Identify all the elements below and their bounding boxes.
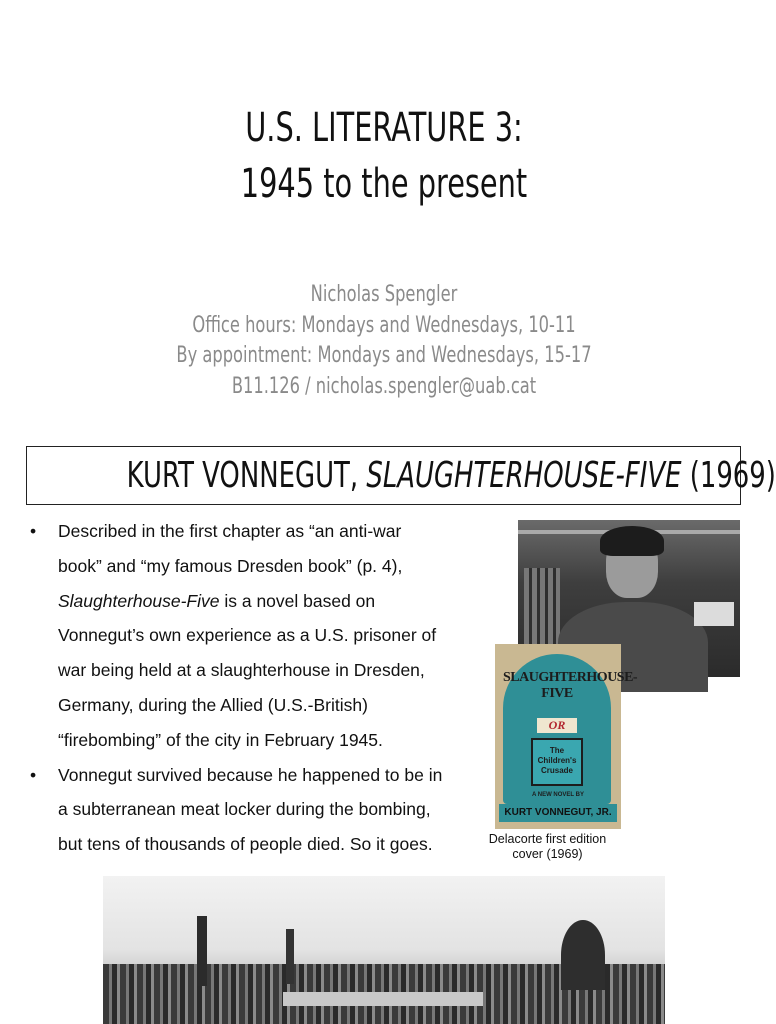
- title-line-2: 1945 to the present: [240, 161, 528, 207]
- cover-subtitle-2: Children's: [537, 756, 577, 765]
- cover-caption: [470, 832, 625, 862]
- skyline-spire: [286, 929, 294, 984]
- office-hours: Office hours: Mondays and Wednesdays, 10-11: [192, 312, 576, 338]
- bullet-item-2: [30, 758, 490, 862]
- cover-subtitle-panel: [531, 738, 583, 786]
- bullet-list: [30, 514, 490, 862]
- cover-subtitle-1: The: [549, 746, 565, 755]
- section-heading: [126, 455, 776, 497]
- bullet-1-line-3: [58, 584, 490, 619]
- dresden-skyline-photo: [103, 876, 665, 1024]
- cover-or: OR: [537, 718, 577, 733]
- cover-subtitle-3: Crusade: [540, 766, 573, 775]
- instructor-info: [100, 280, 668, 402]
- slide-title: [108, 100, 661, 212]
- bullet-dot: •: [30, 521, 37, 541]
- heading-work: SLAUGHTERHOUSE-FIVE: [366, 455, 682, 496]
- photo-papers: [694, 602, 734, 626]
- bullet-1-line-7: “firebombing” of the city in February 1945.: [58, 729, 383, 750]
- cover-title: SLAUGHTERHOUSE-FIVE: [503, 670, 638, 701]
- bullet-1-line-3-rest: is a novel based on: [219, 590, 376, 611]
- heading-year: (1969): [681, 455, 776, 496]
- photo-figure-hair: [600, 526, 664, 556]
- contact-info: B11.126 / nicholas.spengler@uab.cat: [231, 373, 537, 399]
- cover-tagline: A NEW NOVEL BY: [531, 792, 584, 798]
- skyline-spire: [197, 916, 207, 986]
- section-heading-box: [26, 446, 776, 505]
- bullet-2-line-2: a subterranean meat locker during the bombing,: [58, 799, 431, 820]
- title-line-1: U.S. LITERATURE 3:: [245, 105, 523, 151]
- bullet-1-line-5: war being held at a slaughterhouse in Dresden,: [58, 660, 425, 681]
- bullet-1-line-6: Germany, during the Allied (U.S.-British): [58, 694, 368, 715]
- bullet-item-1: [30, 514, 490, 758]
- cover-author: KURT VONNEGUT, JR.: [499, 804, 617, 822]
- instructor-name: Nicholas Spengler: [310, 282, 458, 307]
- bullet-2-line-3: but tens of thousands of people died. So it goes.: [58, 834, 433, 855]
- bullet-2-line-1: Vonnegut survived because he happened to be in: [58, 764, 443, 785]
- skyline-dome: [561, 920, 605, 990]
- caption-line-2: cover (1969): [512, 847, 583, 861]
- bullet-1-line-1: Described in the first chapter as “an anti-war: [58, 521, 402, 541]
- appointment-hours: By appointment: Mondays and Wednesdays, 15-17: [176, 343, 592, 368]
- cover-arch: [503, 654, 638, 804]
- bullet-dot: •: [30, 764, 37, 785]
- skyline-river: [283, 992, 483, 1006]
- novel-title-italic: Slaughterhouse-Five: [58, 590, 220, 611]
- book-cover-image: [495, 644, 638, 829]
- heading-author: KURT VONNEGUT,: [126, 455, 367, 496]
- bullet-1-line-4: Vonnegut’s own experience as a U.S. prisoner of: [58, 625, 437, 646]
- bullet-1-line-2: book” and “my famous Dresden book” (p. 4),: [58, 555, 403, 576]
- caption-line-1: Delacorte first edition: [488, 832, 607, 846]
